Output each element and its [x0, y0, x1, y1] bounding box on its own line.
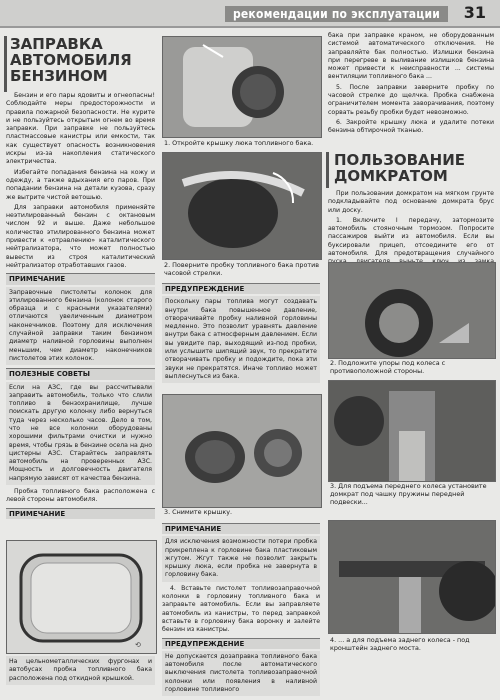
step-6-text: 6. Закройте крышку люка и удалите потеки бензина обтирочной тканью.	[328, 118, 494, 135]
front-jack-photo	[328, 380, 496, 482]
warning-heading: ПРЕДУПРЕЖДЕНИЕ	[162, 283, 320, 294]
caption-jack-step-4: 4. ... а для подъема заднего колеса - под кронштейн заднего моста.	[330, 636, 470, 652]
title-line: ЗАПРАВКА	[10, 35, 103, 53]
paragraph: Бензин и его пары ядовиты и огнеопасны! Соблюдайте меры предосторожности и правила пожарной безопасности. Не курите и не пользуйтесь открытым огнем во время заправки. При заправке не пользуйтесь пластмассовые канистры или емкости, так как существует опасность возникновения искры из-за накопления статического электричества.	[6, 92, 155, 166]
title-line: АВТОМОБИЛЯ	[10, 51, 132, 69]
note-heading: ПРИМЕЧАНИЕ	[6, 508, 155, 519]
fuel-cap-removed-photo	[162, 394, 322, 508]
fuel-door-open-photo	[162, 36, 322, 138]
paragraph: При пользовании домкратом на мягком грунте подкладывайте под основание домкрата брус или доску.	[328, 190, 494, 214]
svg-text:⟲: ⟲	[135, 641, 141, 649]
paragraph: бака при заправке краном, не оборудованным системой автоматического отключения. Не заправляйте бак полностью. Излишки бензина при перегреве в выливание излишков бензина может привести к неисправности ... системы вентиляции топливного бака ...	[328, 32, 494, 81]
note-heading: ПРИМЕЧАНИЕ	[162, 523, 320, 534]
title-line: ДОМКРАТОМ	[334, 167, 448, 185]
column-3-top	[328, 32, 494, 138]
note2-text	[6, 656, 155, 685]
warning-body: Не допускается дозаправка топливного бака автомобиля после автоматического выключения пистолета топливозаправочной колонки или появления в наливной горловине топливного	[162, 651, 320, 696]
paragraph: 1. Включите I передачу, затормозите автомобиль стояночным тормозом. Попросите пассажиров выйти из автомобиля. Если вы буксировали прицеп, отсоедините его от автомобиля. Для предотвращения случайного	[328, 216, 494, 258]
step-5-text: 5. После заправки заверните пробку по часовой стрелке до щелчка. Пробка снабжена ограничителем момента заворачивания, поэтому сорвать резьбу пробки будет невозможно.	[328, 83, 494, 116]
fuel-door-photo	[6, 540, 157, 654]
title-accent-bar	[4, 36, 7, 92]
paragraph: Для заправки автомобиля применяйте неэтилированный бензин с октановым числом 92 и выше. Даже небольшое количество этилированного бензина может привести к «отравлению» каталитического нейтрализатора, что может полностью вывести из строя каталитический нейтрализатор отработавших газов.	[6, 203, 155, 269]
jack-title	[334, 152, 494, 184]
column-1-text	[6, 92, 155, 521]
title-accent-bar	[326, 152, 329, 188]
rear-jack-photo	[328, 520, 496, 634]
fuel-cap-turn-photo	[162, 152, 322, 260]
wheel-chock-photo	[328, 262, 496, 359]
tips-heading: ПОЛЕЗНЫЕ СОВЕТЫ	[6, 368, 155, 379]
caption-step-3: 3. Снимите крышку.	[164, 508, 233, 516]
warning-body: Поскольку пары топлива могут создавать внутри бака повышенное давление, отворачивайте пробку наливной горловины медленно. Это позволит уравнять давление внутри бака с атмосферным давлением. Если вы увидите пар, выходящий из-под пробки, или услышите шипящий звук, то прекратите отворачивать пробку и подождите, пока эти звуки не прекратятся. Иначе топливо может выплеснуться из бака.	[162, 296, 320, 383]
paragraph: Избегайте попадания бензина на кожу и одежду, а также вдыхания его паров. При попадании бензина на детали кузова, сразу же вытрите чистой ветошью.	[6, 168, 155, 201]
note-body: Заправочные пистолеты колонок для этилированного бензина (колонок старого образца и с красными указателями) отличаются увеличенным диаметром наконечников. Поэтому для исключения случайной заправки таким бензином диаметр наливной горловины выполнен меньшим, чем диаметр наконечников пистолетов этих колонок.	[6, 287, 155, 366]
note-body: На цельнометаллических фургонах и автобусах пробка топливного бака расположена под откидной крышкой.	[6, 656, 155, 685]
warning-1	[162, 280, 320, 383]
title-line: БЕНЗИНОМ	[10, 67, 108, 85]
tips-body: Если на АЗС, где вы рассчитывали заправить автомобиль, только что слили топливо в бензохранилище, лучше поискать другую колонку либо вернуться туда через несколько часов. Дело в том, что не все колонки оборудованы хорошими фильтрами очистки и нужно время, чтобы грязь в бензине осела на дно цистерны АЗС. Старайтесь заправлять автомобиль на проверенных АЗС. Мощность и долговечность двигателя напрямую зависят от качества бензина.	[6, 382, 155, 486]
refueling-title	[10, 36, 155, 84]
caption-step-2: 2. Поверните пробку топливного бака против часовой стрелки.	[164, 261, 320, 277]
step-4-text: 4. Вставьте пистолет топливозаправочной колонки в горловину топливного бака и заправьте автомобиль. Если вы заправляете автомобиль из канистры, то перед заправкой вставьте в горловину бака воронку и залейте бензин из канистры.	[162, 584, 320, 634]
caption-jack-step-3: 3. Для подъема переднего колеса установите домкрат под чашку пружины передней подвески...	[330, 482, 487, 506]
warning-heading: ПРЕДУПРЕЖДЕНИЕ	[162, 638, 320, 649]
caption-step-1: 1. Откройте крышку люка топливного бака.	[164, 139, 314, 147]
paragraph: Пробка топливного бака расположена с левой стороны автомобиля.	[6, 488, 155, 504]
note-body: Для исключения возможности потери пробка прикреплена к горловине бака пластиковым жгутом. Жгут также не позволит закрыть крышку люка, если пробка не завернута в горловину бака.	[162, 536, 320, 581]
column-2-lower	[162, 520, 320, 696]
title-line: ПОЛЬЗОВАНИЕ	[334, 151, 466, 169]
note-heading: ПРИМЕЧАНИЕ	[6, 273, 155, 284]
header-rule	[0, 26, 500, 28]
page-number: 31	[463, 3, 486, 22]
caption-jack-step-2: 2. Подложите упоры под колеса с противоположной стороны.	[330, 359, 446, 375]
section-title: рекомендации по эксплуатации	[225, 6, 448, 22]
